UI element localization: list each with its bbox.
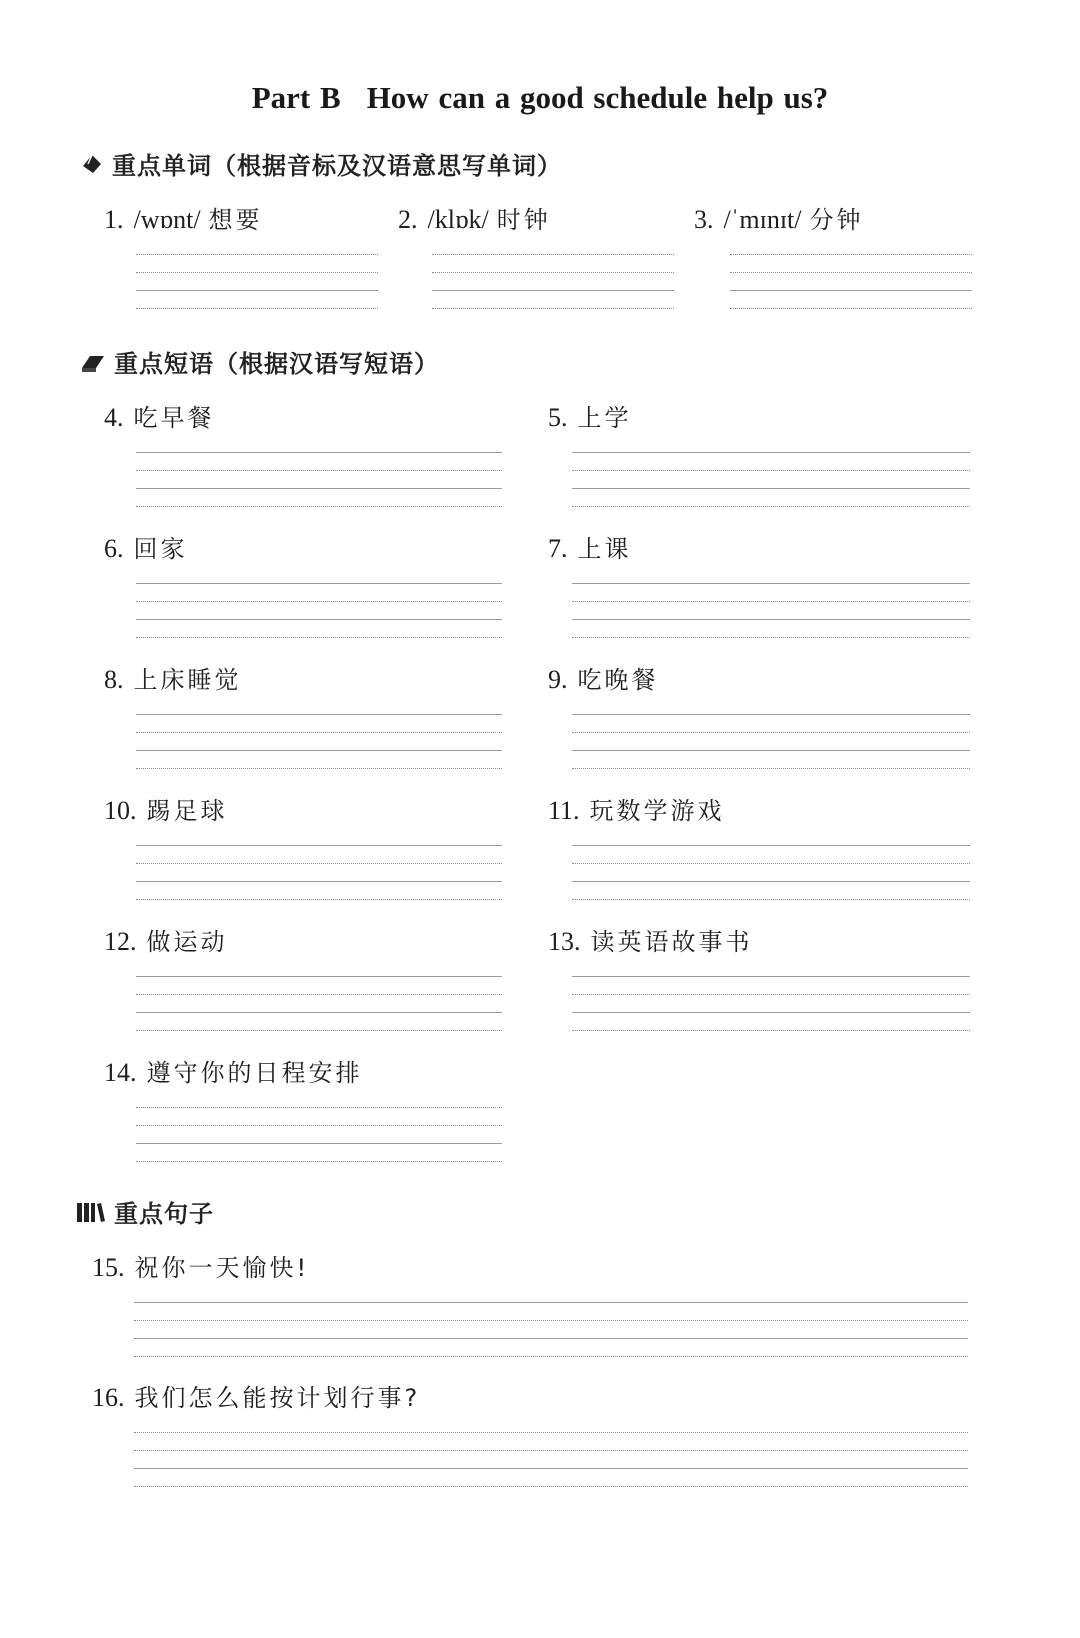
sentence-item-16: 16. 我们怎么能按计划行事?	[92, 1383, 421, 1412]
answer-lines-6[interactable]	[136, 583, 502, 639]
books-icon	[76, 1200, 106, 1224]
answer-lines-8[interactable]	[136, 714, 502, 770]
pen-nib-icon	[80, 152, 104, 176]
phrase-item-14: 14. 遵守你的日程安排	[104, 1058, 363, 1087]
title-question: How can a good schedule help us?	[366, 80, 829, 115]
word-item-2: 2. /klɒk/ 时钟	[398, 205, 551, 234]
section-heading-phrases: 重点短语（根据汉语写短语）	[80, 344, 439, 379]
answer-lines-12[interactable]	[136, 976, 502, 1032]
section-heading-words: 重点单词（根据音标及汉语意思写单词）	[80, 146, 562, 181]
answer-lines-16[interactable]	[134, 1432, 968, 1488]
word-item-1: 1. /wɒnt/ 想要	[104, 205, 263, 234]
answer-lines-15[interactable]	[134, 1302, 968, 1358]
phrase-item-12: 12. 做运动	[104, 927, 228, 956]
phrase-item-4: 4. 吃早餐	[104, 403, 215, 432]
sentence-item-15: 15. 祝你一天愉快!	[92, 1253, 310, 1282]
answer-lines-5[interactable]	[572, 452, 970, 508]
phrase-item-9: 9. 吃晚餐	[548, 665, 659, 694]
answer-lines-7[interactable]	[572, 583, 970, 639]
title-part: Part B	[251, 80, 341, 115]
phrase-item-10: 10. 踢足球	[104, 796, 228, 825]
phrase-item-11: 11. 玩数学游戏	[548, 796, 725, 825]
answer-lines-11[interactable]	[572, 845, 970, 901]
answer-lines-9[interactable]	[572, 714, 970, 770]
phrase-item-6: 6. 回家	[104, 534, 188, 563]
page-title	[0, 80, 1080, 116]
answer-lines-13[interactable]	[572, 976, 970, 1032]
answer-lines-4[interactable]	[136, 452, 502, 508]
answer-lines-10[interactable]	[136, 845, 502, 901]
phrase-item-8: 8. 上床睡觉	[104, 665, 242, 694]
eraser-icon	[80, 350, 106, 374]
answer-lines-3[interactable]	[730, 254, 972, 314]
answer-lines-2[interactable]	[432, 254, 674, 314]
answer-lines-14[interactable]	[136, 1107, 502, 1163]
word-item-3: 3. /ˈmɪnɪt/ 分钟	[694, 205, 864, 234]
phrase-item-7: 7. 上课	[548, 534, 632, 563]
answer-lines-1[interactable]	[136, 254, 378, 314]
phrase-item-13: 13. 读英语故事书	[548, 927, 753, 956]
section-heading-sentences: 重点句子	[76, 1194, 214, 1229]
phrase-item-5: 5. 上学	[548, 403, 632, 432]
